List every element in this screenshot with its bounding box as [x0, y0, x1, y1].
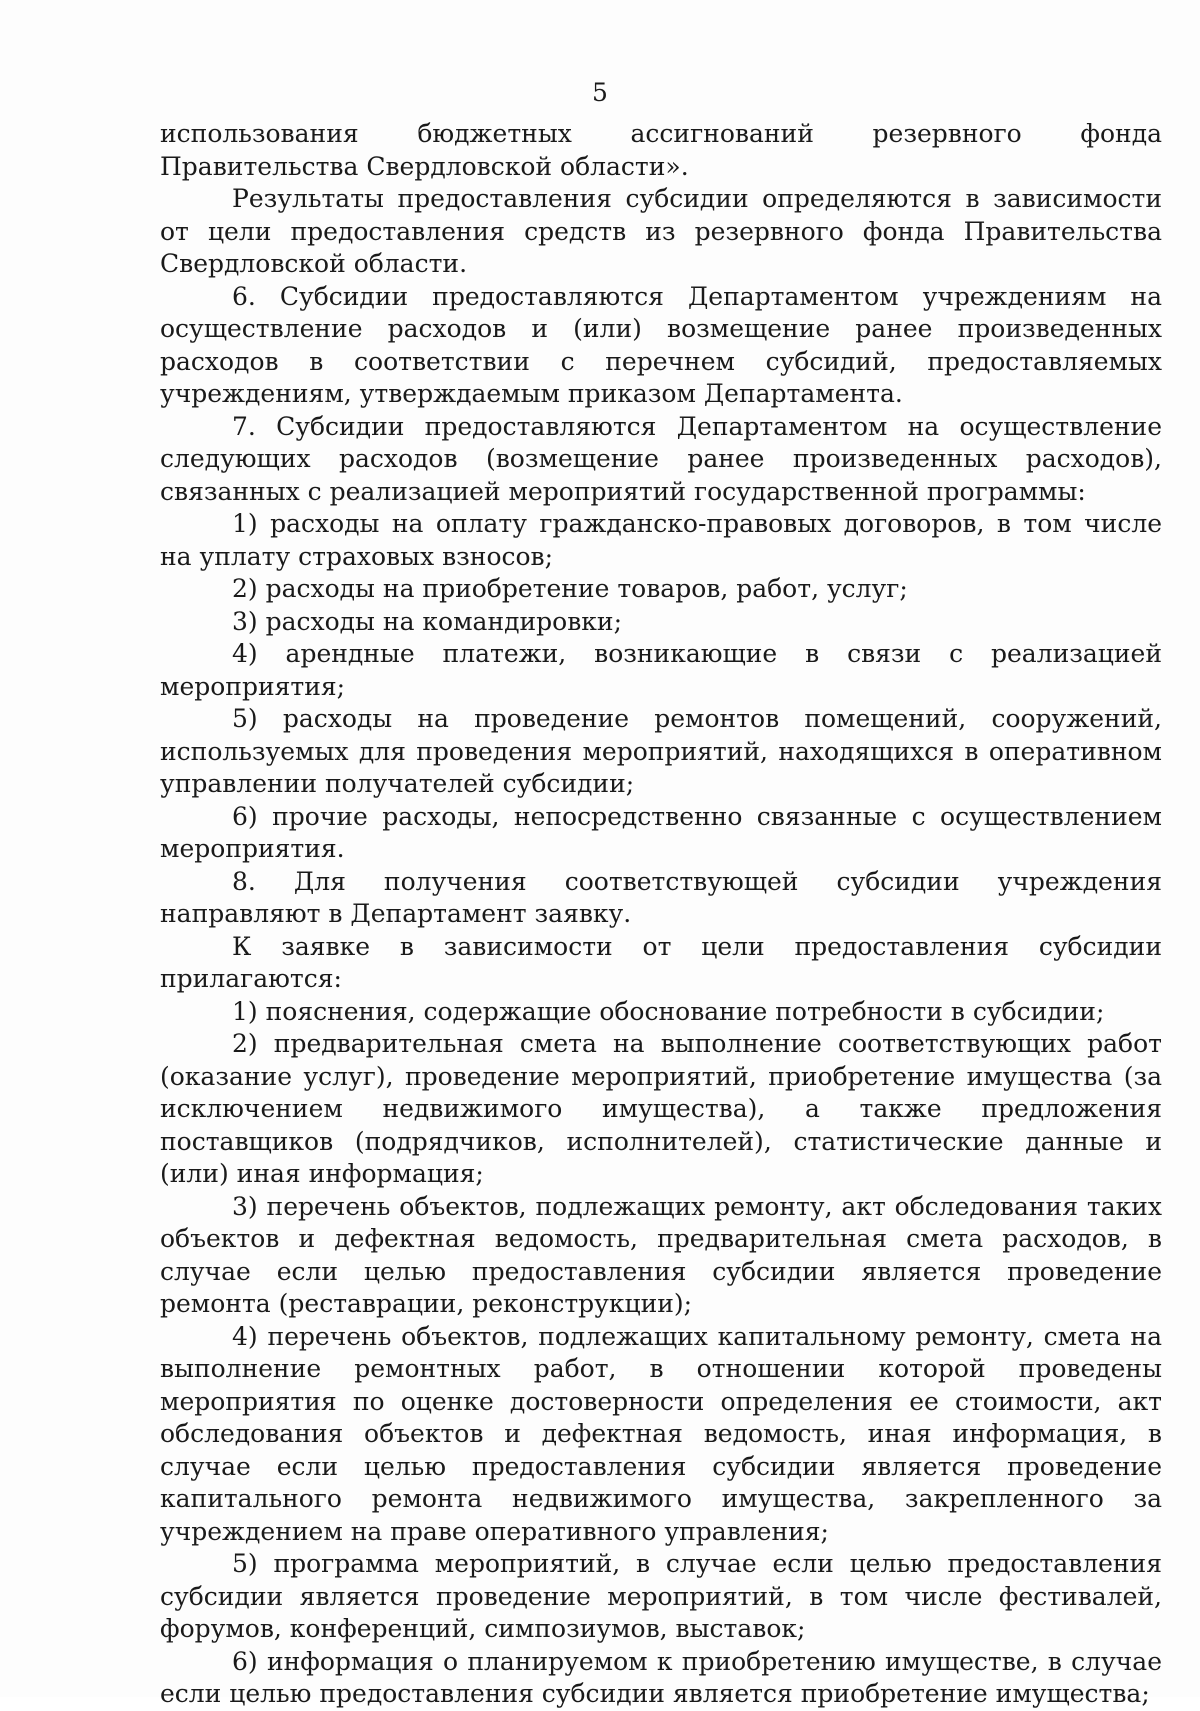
page-number: 5 [592, 78, 608, 107]
document-body [160, 118, 1162, 1711]
list-item-8-5: 5) программа мероприятий, в случае если целью предоставления субсидии является проведение мероприятий, в том числе фестивалей, форумов, конференций, симпозиумов, выставок; [160, 1549, 1162, 1643]
list-item-7-5: 5) расходы на проведение ремонтов помещений, сооружений, используемых для проведения мероприятий, находящихся в оперативном управлении получателей субсидии; [160, 704, 1162, 798]
list-item-8-1: 1) пояснения, содержащие обоснование потребности в субсидии; [232, 996, 1105, 1026]
list-item-7-1: 1) расходы на оплату гражданско-правовых договоров, в том числе на уплату страховых взносов; [160, 509, 1162, 571]
list-item-8-2: 2) предварительная смета на выполнение соответствующих работ (оказание услуг), проведение мероприятий, приобретение имущества (за исключением недвижимого имущества), а также предложения поставщиков (подрядчиков, исполнителей), статистические данные и (или) иная информация; [160, 1029, 1162, 1188]
paragraph-budget-allocations: использования бюджетных ассигнований резервного фонда Правительства Свердловской области». [160, 119, 1162, 181]
paragraph-item-7: 7. Субсидии предоставляются Департаментом на осуществление следующих расходов (возмещение ранее произведенных расходов), связанных с реализацией мероприятий государственной программы: [160, 411, 1162, 506]
paragraph-item-8: 8. Для получения соответствующей субсидии учреждения направляют в Департамент заявку. [160, 866, 1162, 928]
list-item-8-4: 4) перечень объектов, подлежащих капитальному ремонту, смета на выполнение ремонтных работ, в отношении которой проведены мероприятия по оценке достоверности определения ее стоимости, акт обследования объектов и дефектная ведомость, иная информация, в случае если целью предоставления субсидии является проведение капитального ремонта недвижимого имущества, закрепленного за учреждением на праве оперативного управления; [160, 1321, 1162, 1546]
list-item-7-2: 2) расходы на приобретение товаров, работ, услуг; [232, 574, 908, 603]
list-item-8-3: 3) перечень объектов, подлежащих ремонту, акт обследования таких объектов и дефектная ведомость, предварительная смета расходов, в случае если целью предоставления субсидии является проведение ремонта (реставрации, реконструкции); [160, 1191, 1162, 1318]
paragraph-attachments-intro: К заявке в зависимости от цели предоставления субсидии прилагаются: [160, 931, 1162, 993]
paragraph-item-6: 6. Субсидии предоставляются Департаментом учреждениям на осуществление расходов и (или) возмещение ранее произведенных расходов в соответствии с перечнем субсидий, предоставляемых учреждениям, утверждаемым приказом Департамента. [160, 281, 1162, 408]
paragraph-subsidy-results: Результаты предоставления субсидии определяются в зависимости от цели предоставления средств из резервного фонда Правительства Свердловской области. [160, 184, 1162, 278]
list-item-7-6: 6) прочие расходы, непосредственно связанные с осуществлением мероприятия. [160, 801, 1162, 863]
list-item-7-3: 3) расходы на командировки; [232, 606, 623, 636]
list-item-7-4: 4) арендные платежи, возникающие в связи с реализацией мероприятия; [160, 639, 1162, 701]
list-item-8-6: 6) информация о планируемом к приобретению имуществе, в случае если целью предоставления субсидии является приобретение имущества; [160, 1646, 1162, 1708]
